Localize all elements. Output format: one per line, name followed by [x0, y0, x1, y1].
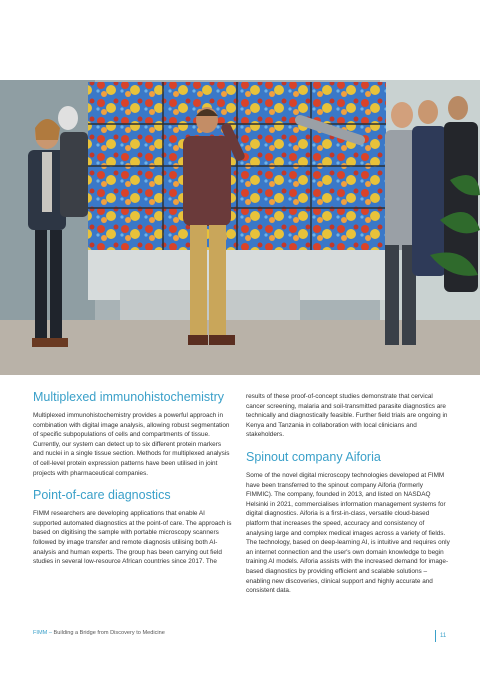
paragraph-point-of-care: FIMM researchers are developing applications that enable AI supported automated diagnostics at the point-of care. The approach is based on digitising the sample with portable microscopy scanners followed by image transfer and remote diagnosis utilising both AI-analysis and human experts. The group has been carrying out field studies in several low-resource African countries since 2017. The	[33, 510, 232, 566]
heading-point-of-care: Point-of-care diagnostics	[33, 488, 171, 503]
left-column	[33, 390, 233, 567]
paragraph-aiforia: Some of the novel digital microscopy technologies developed at FIMM have been transferred to the spinout company Aiforia (formerly FIMMIC). The company, founded in 2013, and listed on NASDAQ Helsinki in 2021, commercialises information management systems for digital diagnostics. Aiforia is a first-in-class, versatile cloud-based platform that increases the speed, accuracy and consistency of analysing large and complex medical images across a variety of fields. The technology, based on deep-learning AI, is intuitive and requires only an internet connection and the user's own domain knowledge to begin training AI models. Aiforia assists with the increased demand for image-based diagnostics by providing efficient and scalable solutions – enabling new discoveries, clinical support and highly accurate and consistent data.	[246, 471, 450, 595]
header-photo	[0, 80, 480, 375]
page-number: 11	[440, 633, 447, 639]
paragraph-multiplexed-ihc: Multiplexed immunohistochemistry provides a powerful approach in combination with digital image analysis, allowing robust segmentation of specific subpopulations of cells and compartments of tissue. Currently, our system can detect up to six different protein markers and nuclei in a single tissue section. Methods for multiplexed analysis of cell-level protein expression patterns have been utilised in joint projects with pharmaceutical companies.	[33, 412, 230, 477]
footer-org: FIMM	[33, 630, 48, 636]
page-number-bar	[435, 630, 436, 642]
right-column	[246, 392, 450, 596]
heading-multiplexed-ihc: Multiplexed immunohistochemistry	[33, 390, 225, 404]
footer-separator: –	[48, 630, 52, 636]
heading-aiforia: Spinout company Aiforia	[246, 449, 381, 464]
footer	[33, 630, 165, 636]
photo-illustration	[0, 80, 480, 375]
paragraph-continuation: results of these proof-of-concept studies demonstrate that cervical cancer screening, malaria and soil-transmitted parasite diagnostics are technically and diagnostically feasible. Further field trials are ongoing in Kenya and Tanzania in collaboration with local clinicians and stakeholders.	[246, 393, 448, 439]
footer-title: Building a Bridge from Discovery to Medicine	[53, 630, 165, 636]
